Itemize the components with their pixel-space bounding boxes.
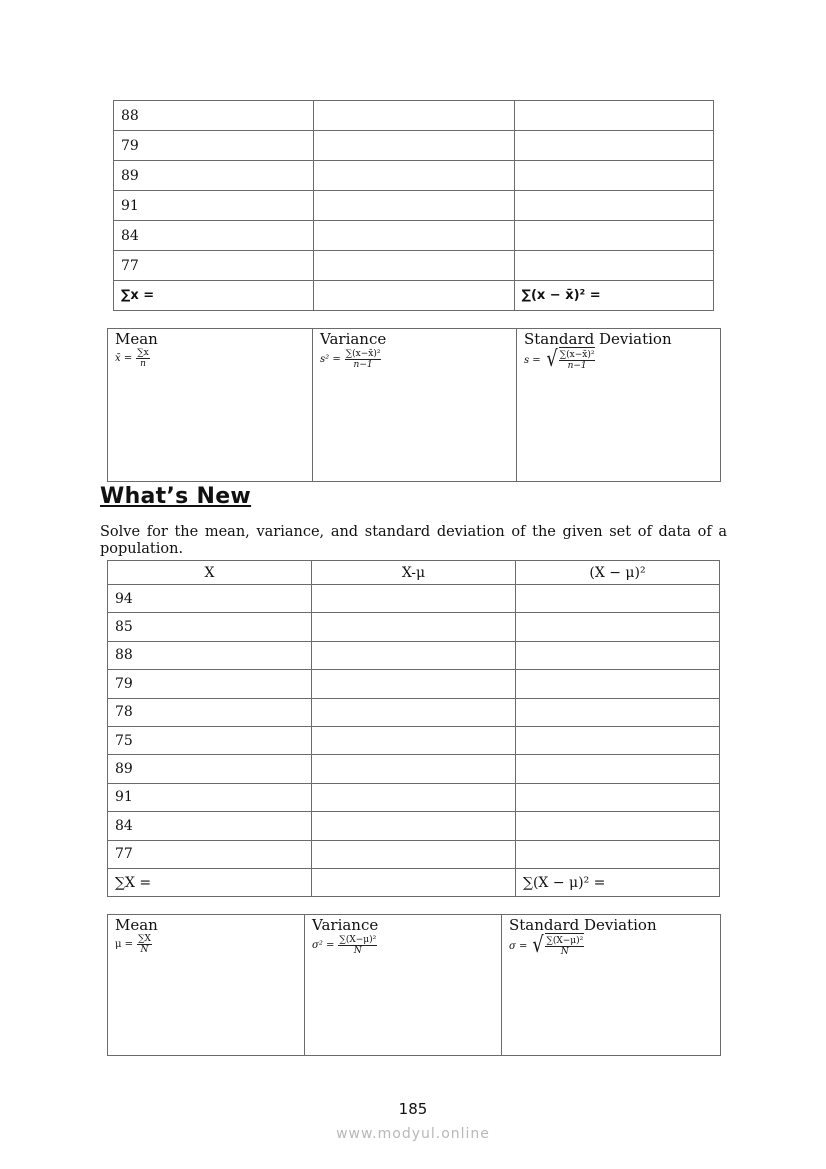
table-row — [108, 698, 720, 726]
column-header-x: X — [108, 561, 312, 585]
table-row — [108, 755, 720, 783]
column-header-x-minus-mu: X-μ — [312, 561, 516, 585]
sample-data-table — [113, 100, 714, 311]
x-value-cell: 79 — [114, 131, 314, 161]
population-mean-label: Mean — [115, 916, 158, 934]
square-root-icon: √ — [546, 347, 558, 372]
x-value-cell: 79 — [108, 670, 312, 698]
x-value-cell: 75 — [108, 726, 312, 754]
blank-answer-cell — [312, 840, 516, 868]
x-value-cell: 94 — [108, 585, 312, 613]
blank-answer-cell — [312, 868, 516, 896]
blank-answer-cell — [515, 755, 719, 783]
blank-answer-cell — [514, 191, 713, 221]
blank-answer-cell — [514, 131, 713, 161]
blank-answer-cell — [515, 783, 719, 811]
population-variance-formula: σ² = $\frac{\text{∑(X−μ)²}}{N}$ — [312, 935, 377, 956]
mean-cell — [108, 329, 312, 481]
population-standard-deviation-label: Standard Deviation — [509, 916, 657, 934]
mean-label: Mean — [115, 330, 158, 348]
blank-answer-cell — [314, 281, 514, 311]
blank-answer-cell — [515, 698, 719, 726]
table-header-row — [108, 561, 720, 585]
table-row — [114, 251, 714, 281]
blank-answer-cell — [515, 585, 719, 613]
table-row — [108, 613, 720, 641]
blank-answer-cell — [314, 101, 514, 131]
population-standard-deviation-cell — [501, 915, 721, 1055]
table-row — [108, 670, 720, 698]
variance-label: Variance — [320, 330, 387, 348]
blank-answer-cell — [312, 812, 516, 840]
x-value-cell: 91 — [114, 191, 314, 221]
population-mean-cell — [108, 915, 304, 1055]
variance-formula: s² = $\frac{\text{∑(x−x̄)²}}{n-1}$ — [320, 349, 381, 370]
blank-answer-cell — [312, 726, 516, 754]
blank-answer-cell — [314, 221, 514, 251]
sample-statistics-box — [107, 328, 721, 482]
table-row — [114, 131, 714, 161]
x-value-cell: 85 — [108, 613, 312, 641]
website-watermark: www.modyul.online — [336, 1126, 490, 1142]
blank-answer-cell — [314, 161, 514, 191]
blank-answer-cell — [515, 670, 719, 698]
sum-row — [108, 868, 720, 896]
table-row — [108, 726, 720, 754]
sum-row — [114, 281, 714, 311]
blank-answer-cell — [515, 641, 719, 669]
population-statistics-box — [107, 914, 721, 1056]
variance-cell — [312, 329, 517, 481]
blank-answer-cell — [312, 755, 516, 783]
blank-answer-cell — [515, 840, 719, 868]
x-value-cell: 88 — [108, 641, 312, 669]
blank-answer-cell — [312, 585, 516, 613]
population-variance-cell — [304, 915, 502, 1055]
blank-answer-cell — [314, 131, 514, 161]
x-value-cell: 91 — [108, 783, 312, 811]
column-header-squared-deviation: (X − μ)² — [515, 561, 719, 585]
x-value-cell: 84 — [108, 812, 312, 840]
table-row — [114, 221, 714, 251]
x-value-cell: 88 — [114, 101, 314, 131]
table-row — [114, 161, 714, 191]
square-root-icon: √ — [532, 933, 545, 958]
sum-squared-deviation-cell: ∑(x − x̄)² = — [514, 281, 713, 311]
blank-answer-cell — [514, 101, 713, 131]
table-row — [108, 812, 720, 840]
blank-answer-cell — [515, 726, 719, 754]
blank-answer-cell — [312, 613, 516, 641]
population-data-table — [107, 560, 720, 897]
standard-deviation-cell — [516, 329, 721, 481]
table-row — [108, 783, 720, 811]
sum-x-cell: ∑x = — [114, 281, 314, 311]
x-value-cell: 78 — [108, 698, 312, 726]
blank-answer-cell — [312, 641, 516, 669]
blank-answer-cell — [312, 698, 516, 726]
x-value-cell: 77 — [108, 840, 312, 868]
x-value-cell: 89 — [108, 755, 312, 783]
x-value-cell: 84 — [114, 221, 314, 251]
x-value-cell: 77 — [114, 251, 314, 281]
blank-answer-cell — [314, 191, 514, 221]
sum-squared-deviation-cell: ∑(X − μ)² = — [515, 868, 719, 896]
table-row — [108, 585, 720, 613]
page-number: 185 — [398, 1100, 428, 1118]
blank-answer-cell — [514, 161, 713, 191]
blank-answer-cell — [314, 251, 514, 281]
blank-answer-cell — [515, 812, 719, 840]
blank-answer-cell — [515, 613, 719, 641]
table-row — [114, 191, 714, 221]
table-row — [108, 641, 720, 669]
blank-answer-cell — [312, 670, 516, 698]
mean-formula: x̄ = $\frac{\sum x}{n}$ — [115, 348, 149, 369]
table-row — [114, 101, 714, 131]
table-row — [108, 840, 720, 868]
population-variance-label: Variance — [312, 916, 379, 934]
population-mean-formula: μ = $\frac{\sum X}{N}$ — [115, 934, 151, 955]
standard-deviation-label: Standard Deviation — [524, 330, 672, 348]
blank-answer-cell — [514, 221, 713, 251]
population-standard-deviation-formula: σ = √ $\frac{\text{∑(X−μ)²}}{N}$ — [509, 933, 584, 958]
x-value-cell: 89 — [114, 161, 314, 191]
blank-answer-cell — [514, 251, 713, 281]
section-heading: What’s New — [100, 484, 252, 509]
blank-answer-cell — [312, 783, 516, 811]
standard-deviation-formula: s = √ $\frac{\text{∑(x−x̄)²}}{n-1}$ — [524, 347, 595, 372]
sum-x-cell: ∑X = — [108, 868, 312, 896]
instruction-text: Solve for the mean, variance, and standard deviation of the given set of data of a population. — [100, 524, 727, 557]
